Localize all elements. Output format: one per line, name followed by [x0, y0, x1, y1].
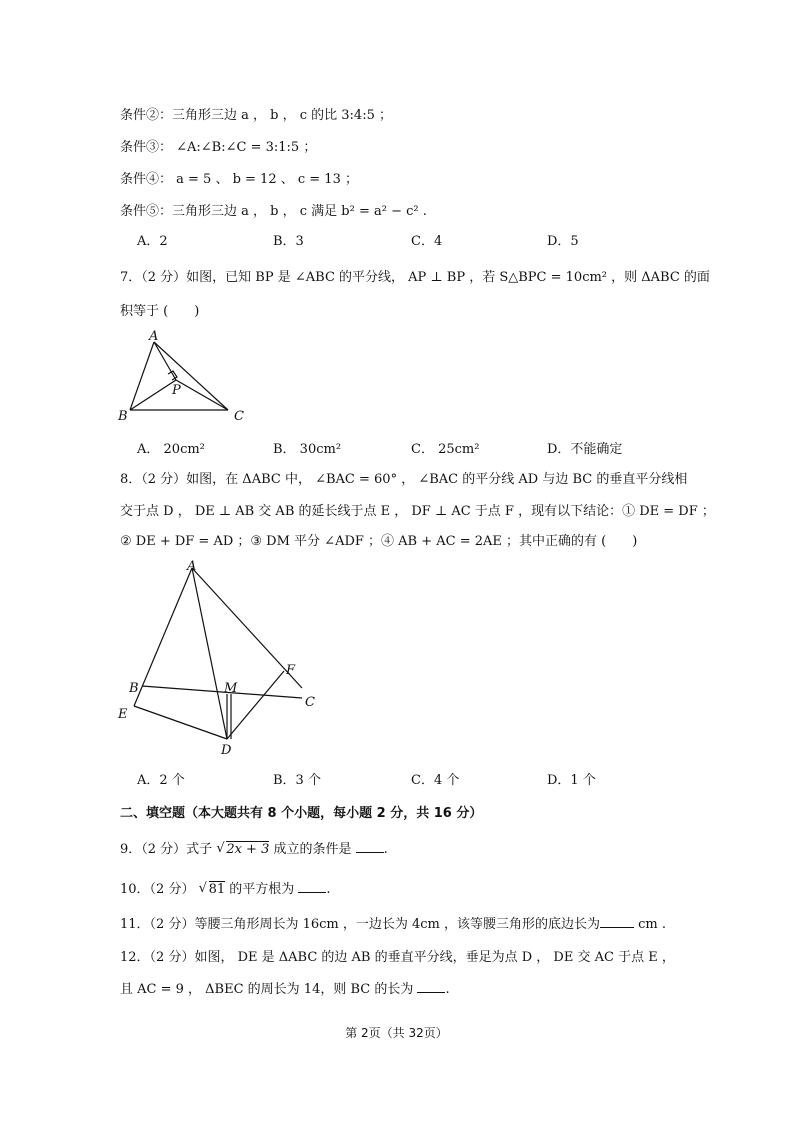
condition-3: 条件③： ∠A:∠B:∠C = 3:1:5 ； — [120, 140, 317, 155]
q8-figure — [112, 556, 332, 761]
q10-radical: √ 81 — [198, 881, 226, 897]
q8-label-d: D — [221, 743, 232, 758]
q8-option-c: C．4 个 — [411, 773, 460, 788]
section-2-heading: 二、填空题（本大题共有 8 个小题，每小题 2 分，共 16 分） — [120, 806, 483, 821]
q8-option-a: A．2 个 — [137, 773, 185, 788]
condition-4: 条件④： a = 5 、 b = 12 、 c = 13 ； — [120, 172, 358, 187]
q8-option-b: B．3 个 — [273, 773, 321, 788]
q7-option-c: C． 25cm² — [411, 442, 480, 457]
q11-text — [120, 913, 666, 932]
q8-label-c: C — [305, 695, 315, 710]
q6-option-a: A．2 — [137, 234, 168, 249]
q10-end: . — [326, 882, 331, 897]
condition-5: 条件⑤：三角形三边 a ， b ， c 满足 b² = a² − c² . — [120, 204, 427, 219]
q11-suffix: cm . — [634, 917, 667, 932]
q7-label-c: C — [234, 409, 244, 424]
q7-label-p: P — [172, 383, 181, 398]
q10-prefix: 10．（2 分） — [120, 882, 199, 897]
q6-option-c: C．4 — [411, 234, 443, 249]
q7-option-b: B． 30cm² — [273, 442, 342, 457]
q12-prefix: 且 AC = 9 ， ΔBEC 的周长为 14，则 BC 的长为 — [120, 982, 418, 997]
q9-answer-blank — [356, 840, 384, 853]
q9-text — [120, 838, 388, 857]
q8-text-line2: 交于点 D ， DE ⊥ AB 交 AB 的延长线于点 E ， DF ⊥ AC 于点 F ，现有以下结论：① DE = DF ； — [120, 504, 715, 519]
q12-text-line1: 12．（2 分）如图， DE 是 ΔABC 的边 AB 的垂直平分线，垂足为点 D ， DE 交 AC 于点 E ， — [120, 950, 675, 965]
q6-option-b: B．3 — [273, 234, 304, 249]
page-footer: 第 2页（共 32页） — [345, 1026, 448, 1040]
q9-radicand: 2x + 3 — [226, 842, 270, 857]
q10-text — [120, 878, 331, 897]
q10-suffix: 的平方根为 — [225, 882, 299, 897]
q8-label-e: E — [118, 707, 128, 722]
q8-label-a: A — [187, 559, 197, 574]
q11-answer-blank — [600, 915, 634, 928]
q10-answer-blank — [298, 880, 326, 893]
condition-2: 条件②：三角形三边 a ， b ， c 的比 3:4:5 ； — [120, 108, 392, 123]
q7-figure — [110, 328, 260, 428]
q9-end: . — [383, 842, 388, 857]
q7-option-d: D．不能确定 — [547, 442, 623, 457]
q8-label-m: M — [224, 681, 238, 696]
q7-option-a: A． 20cm² — [137, 442, 205, 457]
q7-label-a: A — [149, 329, 159, 344]
q8-label-f: F — [286, 663, 296, 678]
q7-label-b: B — [118, 409, 128, 424]
q12-answer-blank — [417, 980, 445, 993]
q7-text-line1: 7．（2 分）如图，已知 BP 是 ∠ABC 的平分线， AP ⊥ BP ，若 S△BPC = 10cm² ，则 ΔABC 的面 — [120, 270, 710, 285]
q8-text-line3: ② DE + DF = AD ；③ DM 平分 ∠ADF ；④ AB + AC = 2AE ；其中正确的有 ( ) — [120, 534, 638, 549]
q8-text-line1: 8．（2 分）如图，在 ΔABC 中， ∠BAC = 60° ， ∠BAC 的平分线 AD 与边 BC 的垂直平分线相 — [120, 472, 688, 487]
q12-text-line2 — [120, 978, 450, 997]
q12-end: . — [445, 982, 450, 997]
q9-radical: √ 2x + 3 — [216, 841, 270, 857]
q11-prefix: 11．（2 分）等腰三角形周长为 16cm ，一边长为 4cm ，该等腰三角形的底边长为 — [120, 917, 601, 932]
q10-radicand: 81 — [208, 882, 226, 897]
q9-suffix: 成立的条件是 — [269, 842, 356, 857]
q8-label-b: B — [129, 681, 139, 696]
q6-option-d: D．5 — [547, 234, 579, 249]
q9-prefix: 9．（2 分）式子 — [120, 842, 217, 857]
q8-option-d: D．1 个 — [547, 773, 596, 788]
q7-text-line2: 积等于 ( ) — [120, 304, 200, 319]
